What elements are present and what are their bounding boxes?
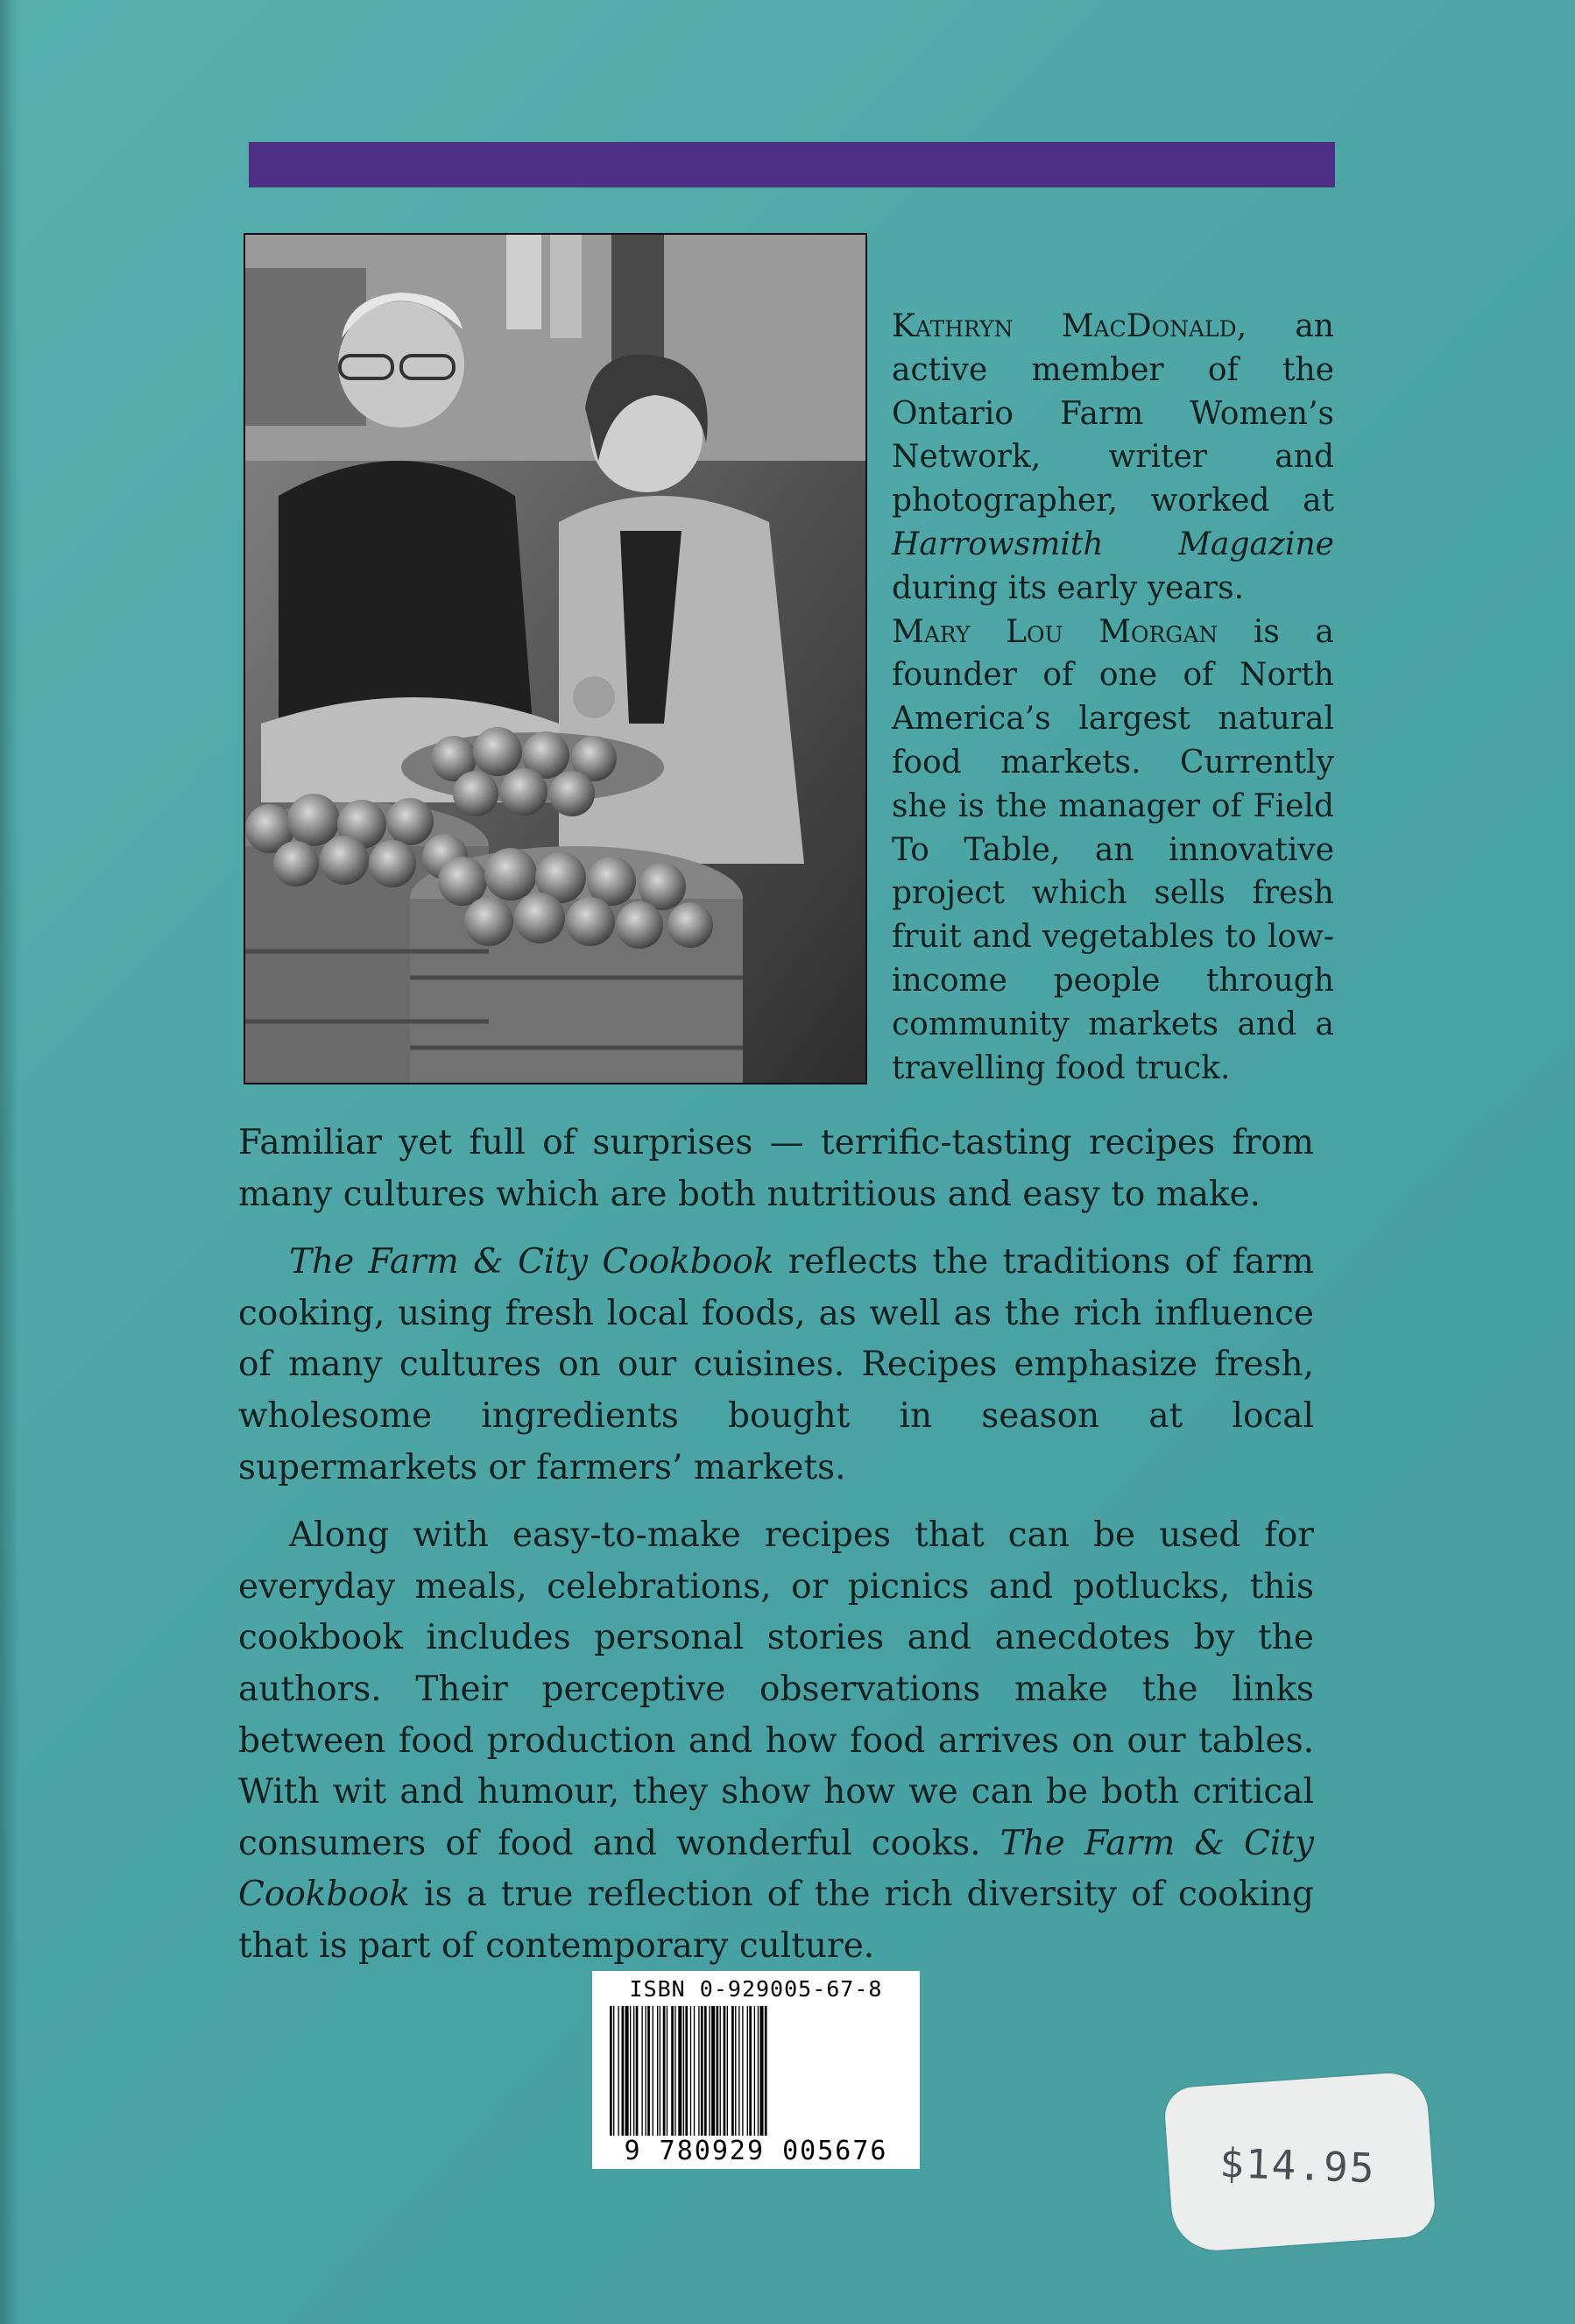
barcode-bar — [727, 2006, 728, 2136]
barcode-bar — [738, 2006, 739, 2136]
description-paragraph-2 — [238, 1237, 1314, 1494]
barcode-bar — [731, 2006, 734, 2136]
barcode-bar — [759, 2006, 763, 2136]
barcode — [592, 1971, 920, 2169]
barcode-bar — [717, 2006, 719, 2136]
author1-magazine: Harrowsmith Magazine — [892, 526, 1334, 562]
barcode-bar — [698, 2006, 699, 2136]
author-bio-2 — [892, 611, 1334, 1091]
barcode-bar — [720, 2006, 721, 2136]
barcode-bar — [749, 2006, 752, 2136]
description-lead: Familiar yet full of surprises — terrific-tasting recipes from many cultures which are both nutritious and easy to make. — [238, 1123, 1314, 1214]
header-color-bar — [249, 142, 1335, 187]
barcode-bar — [711, 2006, 715, 2136]
book-title-ref-1: The Farm & City Cookbook — [289, 1242, 774, 1282]
author2-name: Mary Lou Morgan — [892, 613, 1218, 650]
book-description — [238, 1118, 1314, 1989]
ean-number: 9 780929 005676 — [624, 2136, 888, 2166]
barcode-bar — [765, 2006, 767, 2136]
barcode-bar — [633, 2006, 634, 2136]
book-title-ref-2: The Farm & City Cookbook — [238, 1823, 1314, 1915]
description-p2-text: reflects the traditions of farm cooking, using fresh local foods, as well as the rich influence of many cultures on our cuisines. Recipes emphasize fresh, wholesome ingredients bought in season at local supermarkets or farmers’ markets. — [238, 1242, 1315, 1487]
barcode-bar — [742, 2006, 743, 2136]
barcode-bar — [678, 2006, 682, 2136]
isbn-number: ISBN 0-929005-67-8 — [629, 1976, 883, 2002]
barcode-bar — [641, 2006, 642, 2136]
spine-shadow — [0, 0, 19, 2324]
barcode-bar — [754, 2006, 755, 2136]
barcode-bar — [724, 2006, 726, 2136]
author1-name: Kathryn MacDonald — [892, 308, 1237, 344]
barcode-bar — [625, 2006, 629, 2136]
price-label: $14.95 — [1218, 2138, 1377, 2193]
price-sticker — [1163, 2071, 1437, 2253]
barcode-bar — [694, 2006, 695, 2136]
barcode-bar — [690, 2006, 691, 2136]
author1-text-a: , an active member of the Ontario Farm Women’s Network, writer and photographer, worked at — [892, 308, 1334, 519]
barcode-bar — [622, 2006, 625, 2136]
barcode-bars — [610, 2006, 902, 2136]
barcode-bar — [735, 2006, 736, 2136]
description-p3-text-b: is a true reflection of the rich diversity of cooking that is part of contemporary culture. — [238, 1875, 1314, 1966]
barcode-bar — [683, 2006, 684, 2136]
barcode-bar — [613, 2006, 614, 2136]
description-paragraph-3 — [238, 1510, 1314, 1972]
author-photo-illustration — [244, 233, 867, 1084]
barcode-bar — [701, 2006, 703, 2136]
author-bios — [892, 305, 1334, 1090]
barcode-bar — [674, 2006, 675, 2136]
barcode-bar — [630, 2006, 631, 2136]
barcode-bar — [636, 2006, 639, 2136]
author-photo — [244, 233, 867, 1084]
barcode-bar — [647, 2006, 650, 2136]
barcode-bar — [704, 2006, 707, 2136]
barcode-bar — [747, 2006, 748, 2136]
description-p3-text-a: Along with easy-to-make recipes that can be used for everyday meals, celebrations, or picnics and potlucks, this cookbook includes personal stories and anecdotes by the authors. Their perceptive observations make the links between food production and how food arrives on our tables. With wit and humour, they show how we can be both critical consumers of food and wonderful cooks. — [238, 1515, 1314, 1863]
barcode-bar — [671, 2006, 674, 2136]
author-bio-1 — [892, 305, 1334, 611]
barcode-bar — [709, 2006, 710, 2136]
author1-text-b: during its early years. — [892, 569, 1245, 606]
barcode-bar — [758, 2006, 759, 2136]
barcode-bar — [663, 2006, 666, 2136]
barcode-bar — [657, 2006, 658, 2136]
author2-text: is a founder of one of North America’s largest natural food markets. Currently she is the manager of Field To Table, an innovative project which sells fresh fruit and vegetables to low-income people through community markets and a travelling food truck. — [892, 613, 1334, 1086]
barcode-bar — [610, 2006, 612, 2136]
barcode-bar — [685, 2006, 688, 2136]
